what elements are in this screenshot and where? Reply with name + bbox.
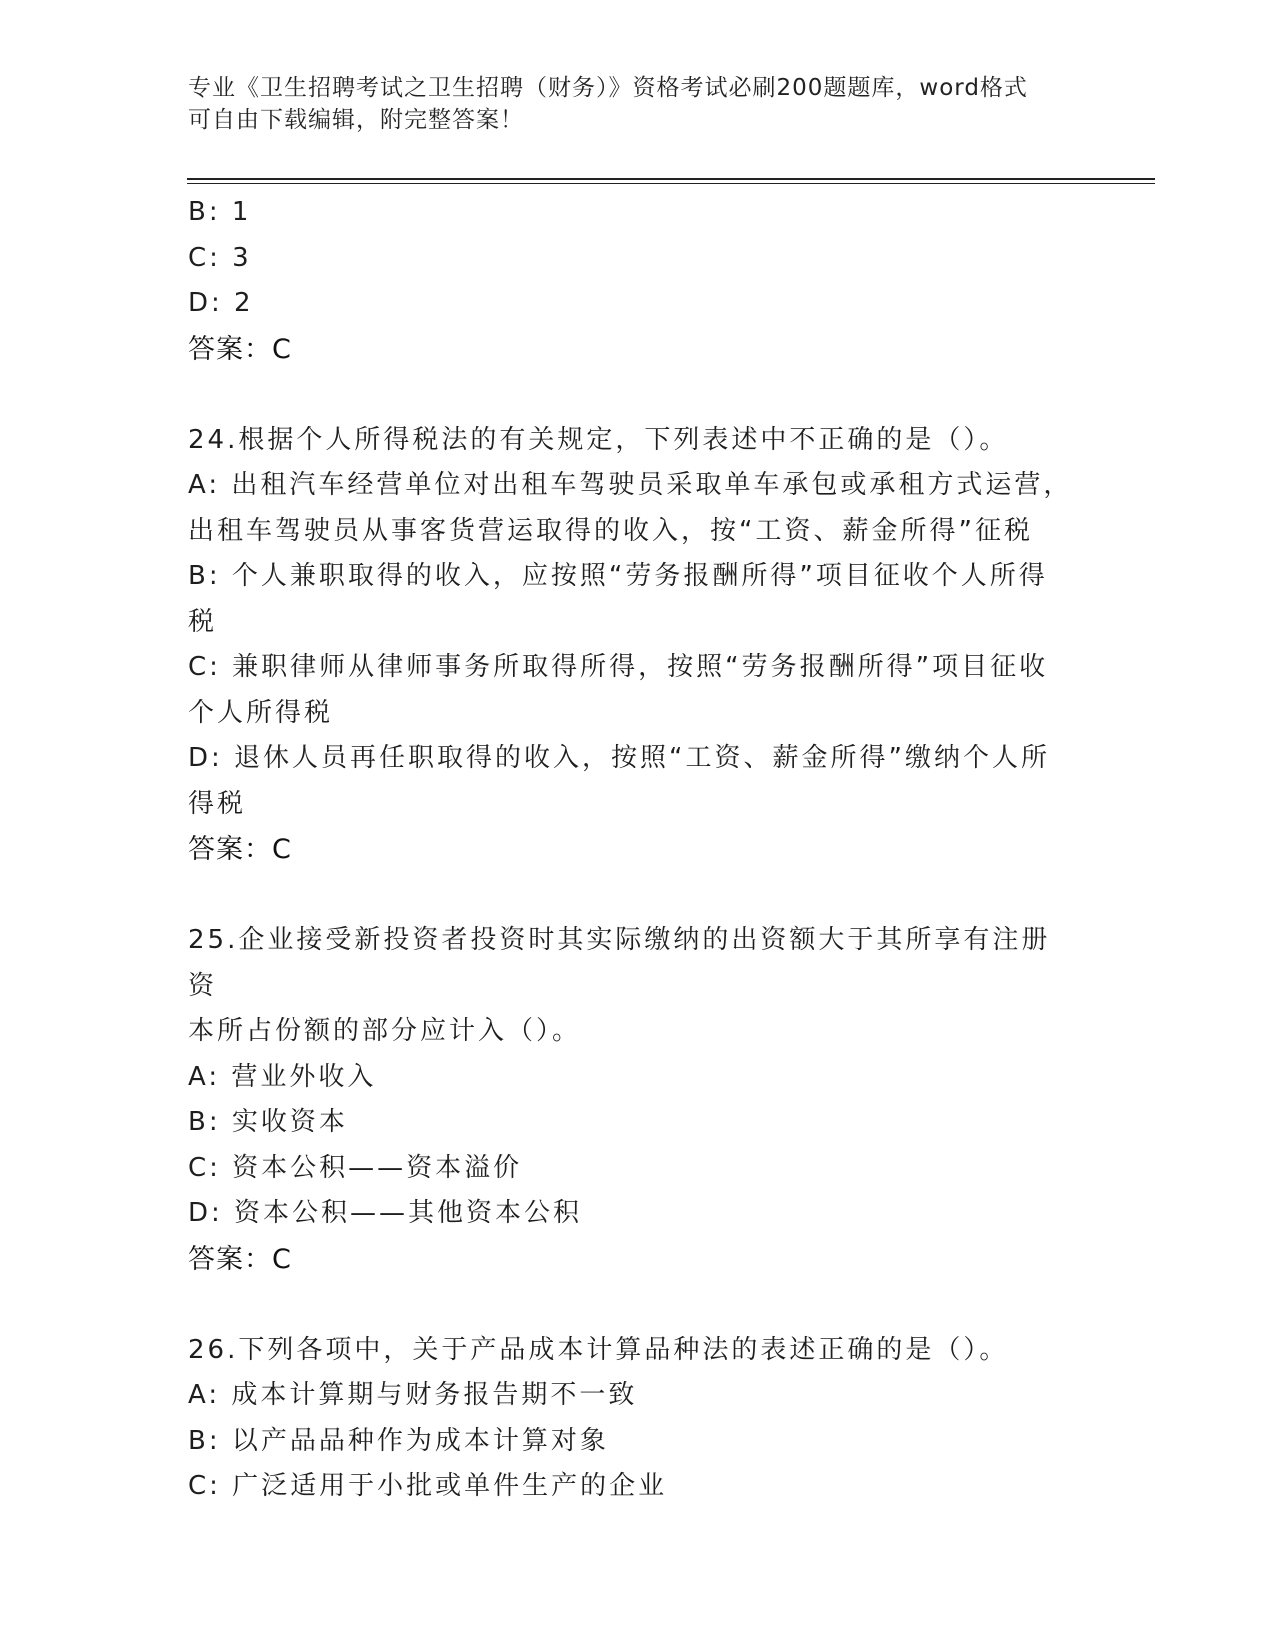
header-divider [187, 178, 1155, 184]
option-line: 个人所得税 [188, 697, 334, 728]
option-line: A: 成本计算期与财务报告期不一致 [188, 1380, 638, 1410]
option-line: B: 以产品品种作为成本计算对象 [188, 1425, 609, 1456]
option-line: 得税 [188, 788, 247, 819]
option-line: B: 实收资本 [188, 1107, 348, 1137]
page-header [188, 72, 1068, 136]
answer-line: 答案：C [188, 333, 292, 365]
document-body [188, 190, 1078, 1510]
question-26 [188, 1328, 1078, 1510]
option-line: C: 广泛适用于小批或单件生产的企业 [188, 1471, 668, 1501]
answer-line: 答案：C [188, 1243, 292, 1275]
option-line: 税 [188, 606, 218, 637]
question-stem: 25.企业接受新投资者投资时其实际缴纳的出资额大于其所享有注册资 [188, 925, 1051, 1001]
question-25 [188, 918, 1078, 1282]
answer-line: 答案：C [188, 834, 292, 865]
question-stem: 24.根据个人所得税法的有关规定，下列表述中不正确的是（）。 [188, 424, 1009, 455]
question-24 [188, 418, 1078, 873]
question-stem: 本所占份额的部分应计入（）。 [188, 1016, 582, 1046]
option-line: A: 营业外收入 [188, 1061, 377, 1092]
option-line: C: 兼职律师从律师事务所取得所得，按照“劳务报酬所得”项目征收 [188, 652, 1049, 682]
option-line: A: 出租汽车经营单位对出租车驾驶员采取单车承包或承租方式运营， [188, 470, 1073, 500]
option-line: D: 2 [188, 288, 254, 318]
header-title-line-1: 专业《卫生招聘考试之卫生招聘（财务）》资格考试必刷200题题库，word格式 [188, 75, 1028, 101]
spacer [188, 372, 1078, 418]
option-line: C: 3 [188, 242, 252, 273]
header-title-line-2: 可自由下载编辑，附完整答案！ [188, 107, 524, 133]
option-line: B: 个人兼职取得的收入，应按照“劳务报酬所得”项目征收个人所得 [188, 561, 1048, 591]
spacer [188, 873, 1078, 919]
question-23-continuation [188, 190, 1078, 372]
option-line: 出租车驾驶员从事客货营运取得的收入，按“工资、薪金所得”征税 [188, 515, 1033, 546]
question-stem: 26.下列各项中，关于产品成本计算品种法的表述正确的是（）。 [188, 1334, 1009, 1365]
option-line: C: 资本公积——资本溢价 [188, 1152, 523, 1183]
option-line: B: 1 [188, 197, 252, 227]
spacer [188, 1282, 1078, 1328]
option-line: D: 资本公积——其他资本公积 [188, 1198, 583, 1228]
option-line: D: 退休人员再任职取得的收入，按照“工资、薪金所得”缴纳个人所 [188, 743, 1050, 773]
